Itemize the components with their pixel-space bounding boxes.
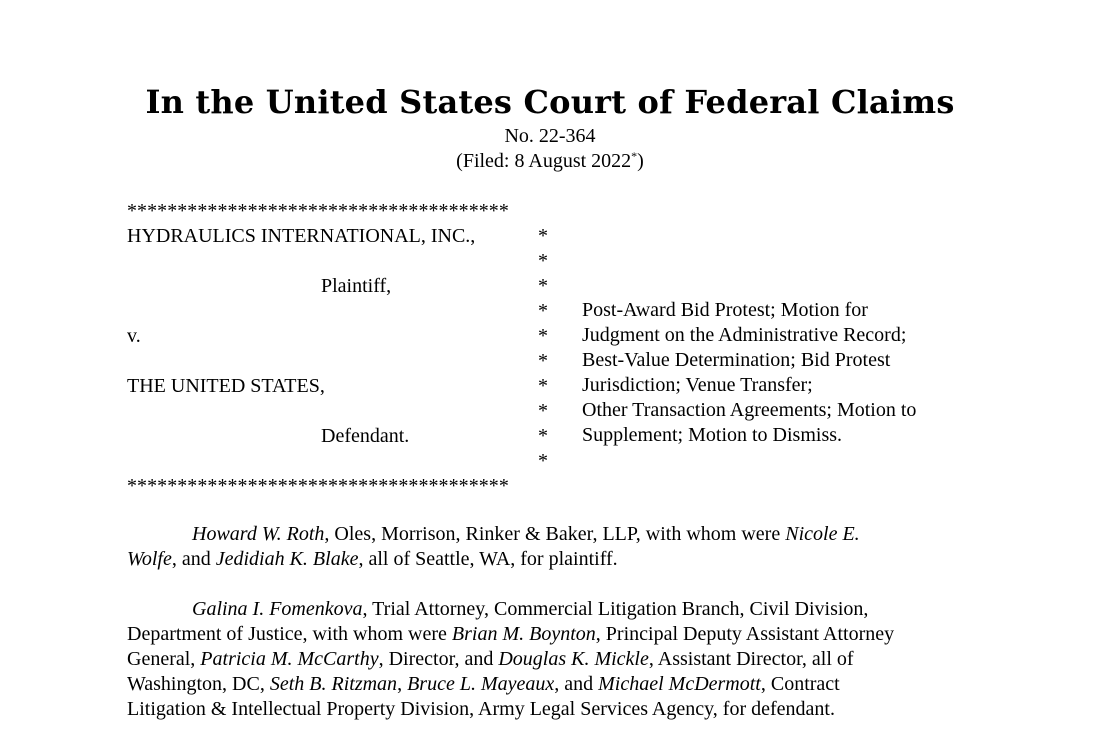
attorney-name: Michael McDermott: [598, 673, 761, 695]
counsel-line: [127, 597, 977, 622]
subject-line: Post-Award Bid Protest; Motion for: [582, 299, 868, 321]
caption-bottom-stars: **************************************: [127, 475, 509, 497]
attorney-name: Howard W. Roth: [192, 523, 325, 545]
caption-star: *: [538, 325, 548, 347]
defendant-name: THE UNITED STATES,: [127, 375, 325, 397]
caption-star: *: [538, 225, 548, 247]
counsel-text: , Trial Attorney, Commercial Litigation Branch, Civil Division,: [362, 598, 869, 620]
filed-date: [0, 149, 1100, 174]
caption-star: *: [538, 300, 548, 322]
counsel-line: [127, 622, 977, 647]
filed-date-text: (Filed: 8 August 2022: [456, 150, 632, 172]
court-title: In the United States Court of Federal Claims: [145, 83, 955, 121]
counsel-text: Litigation & Intellectual Property Division, Army Legal Services Agency, for defendant.: [127, 698, 835, 720]
caption-star: *: [538, 375, 548, 397]
counsel-line: [127, 697, 977, 722]
attorney-name: Jedidiah K. Blake: [215, 548, 359, 570]
counsel-text: Department of Justice, with whom were: [127, 623, 452, 645]
counsel-line: [127, 547, 977, 572]
caption-star: *: [538, 450, 548, 472]
attorney-name: Douglas K. Mickle: [498, 648, 649, 670]
filed-date-close: ): [637, 150, 644, 172]
case-number: No. 22-364: [504, 125, 596, 147]
plaintiff-role: Plaintiff,: [321, 275, 392, 297]
counsel-text: , Oles, Morrison, Rinker & Baker, LLP, with whom were: [324, 523, 786, 545]
defendant-counsel-paragraph: [127, 597, 977, 722]
caption-star: *: [538, 350, 548, 372]
case-subject-keywords: [582, 298, 982, 448]
counsel-text: Washington, DC,: [127, 673, 270, 695]
attorney-name: Brian M. Boynton: [451, 623, 596, 645]
caption-star: *: [538, 400, 548, 422]
subject-line: Other Transaction Agreements; Motion to: [582, 399, 917, 421]
plaintiff-counsel-paragraph: [127, 522, 977, 572]
counsel-text: General,: [127, 648, 201, 670]
subject-line: Supplement; Motion to Dismiss.: [582, 424, 843, 446]
defendant-role: Defendant.: [321, 425, 410, 447]
plaintiff-name: HYDRAULICS INTERNATIONAL, INC.,: [127, 225, 476, 247]
attorney-name: Nicole E.: [785, 523, 860, 545]
subject-line: Jurisdiction; Venue Transfer;: [582, 374, 813, 396]
counsel-text: , all of Seattle, WA, for plaintiff.: [358, 548, 618, 570]
counsel-text: , Assistant Director, all of: [648, 648, 854, 670]
counsel-text: ,: [397, 673, 408, 695]
caption-star: *: [538, 250, 548, 272]
caption-star-column: [538, 224, 552, 474]
caption-top-stars: **************************************: [127, 200, 509, 222]
attorney-name: Galina I. Fomenkova: [192, 598, 363, 620]
attorney-name: Wolfe: [127, 548, 172, 570]
counsel-text: , and: [554, 673, 599, 695]
counsel-text: , Contract: [760, 673, 840, 695]
counsel-line: [127, 672, 977, 697]
counsel-line: [127, 647, 977, 672]
caption-star: *: [538, 275, 548, 297]
attorney-name: Seth B. Ritzman: [269, 673, 398, 695]
counsel-line: [127, 522, 977, 547]
filed-footnote-mark[interactable]: *: [631, 149, 638, 163]
subject-line: Judgment on the Administrative Record;: [582, 324, 907, 346]
caption-star: *: [538, 425, 548, 447]
versus: v.: [127, 325, 141, 347]
attorney-name: Bruce L. Mayeaux: [407, 673, 555, 695]
attorney-name: Patricia M. McCarthy: [200, 648, 379, 670]
counsel-text: , and: [171, 548, 216, 570]
subject-line: Best-Value Determination; Bid Protest: [582, 349, 891, 371]
counsel-text: , Director, and: [378, 648, 499, 670]
counsel-text: , Principal Deputy Assistant Attorney: [595, 623, 895, 645]
